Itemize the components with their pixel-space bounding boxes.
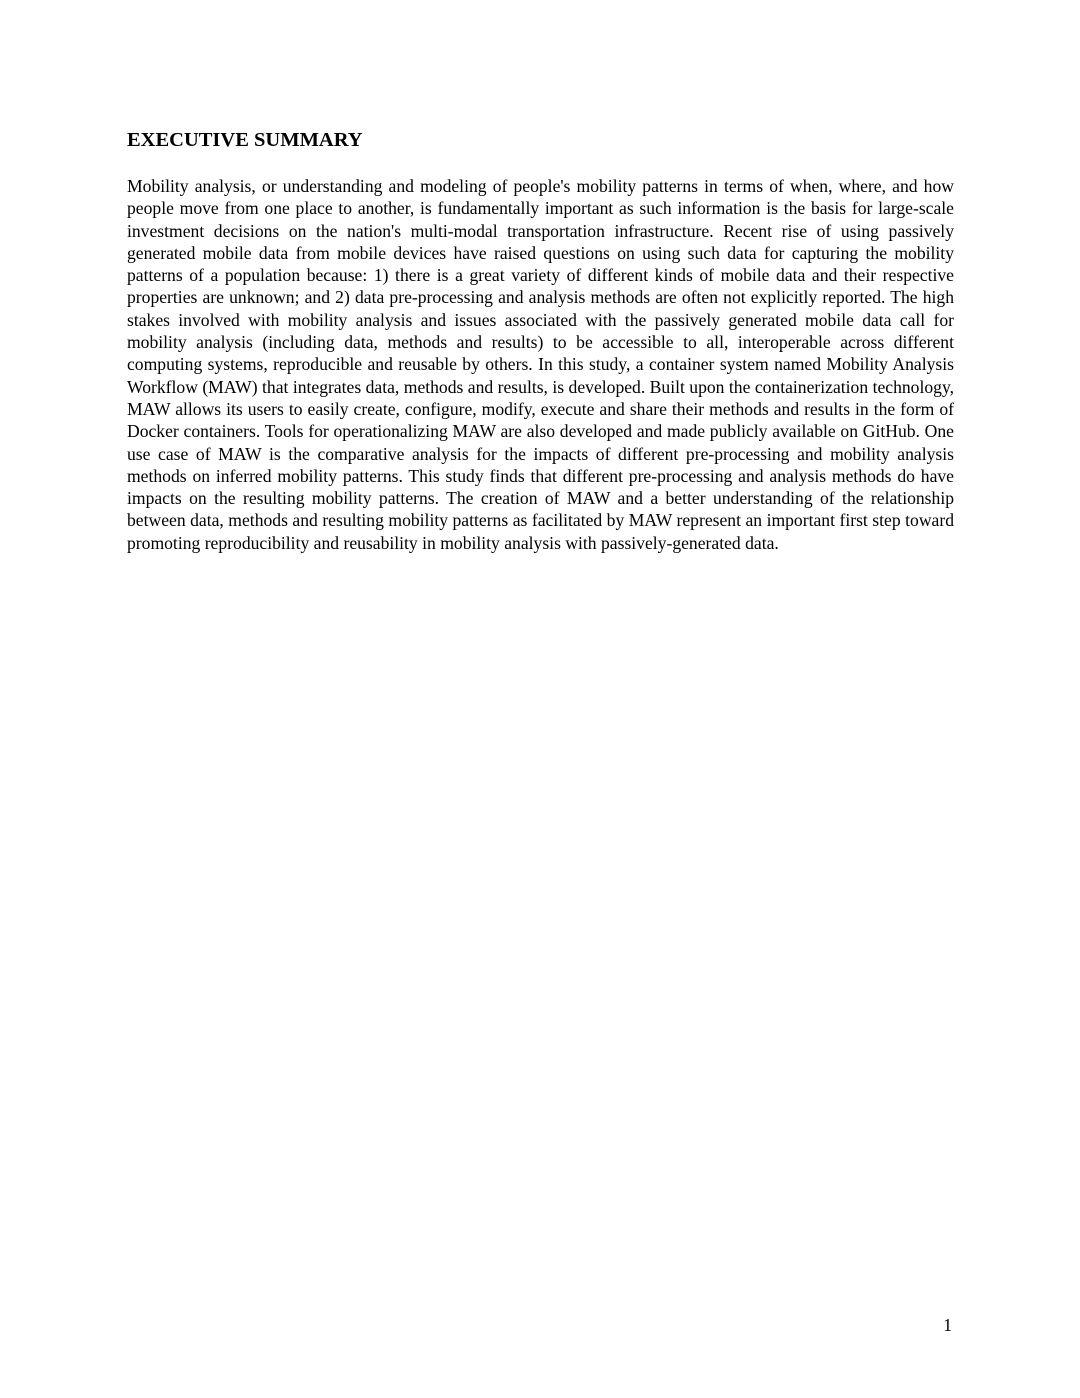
section-heading: EXECUTIVE SUMMARY — [127, 129, 363, 151]
page-number: 1 — [943, 1315, 952, 1335]
summary-paragraph: Mobility analysis, or understanding and modeling of people's mobility patterns in terms of when, where, and how people move from one place to another, is fundamentally important as such information is the basis for large-scale investment decisions on the nation's multi-modal transportation infrastructure. Recent rise of using passively generated mobile data from mobile devices have raised questions on using such data for capturing the mobility patterns of a population because: 1) there is a great variety of different kinds of mobile data and their respective properties are unknown; and 2) data pre-processing and analysis methods are often not explicitly reported. The high stakes involved with mobility analysis and issues associated with the passively generated mobile data call for mobility analysis (including data, methods and results) to be accessible to all, interoperable across different computing systems, reproducible and reusable by others. In this study, a container system named Mobility Analysis Workflow (MAW) that integrates data, methods and results, is developed. Built upon the containerization technology, MAW allows its users to easily create, configure, modify, execute and share their methods and results in the form of Docker containers. Tools for operationalizing MAW are also developed and made publicly available on GitHub. One use case of MAW is the comparative analysis for the impacts of different pre-processing and mobility analysis methods on inferred mobility patterns. This study finds that different pre-processing and analysis methods do have impacts on the resulting mobility patterns. The creation of MAW and a better understanding of the relationship between data, methods and resulting mobility patterns as facilitated by MAW represent an important first step toward promoting reproducibility and reusability in mobility analysis with passively-generated data. — [127, 176, 954, 553]
